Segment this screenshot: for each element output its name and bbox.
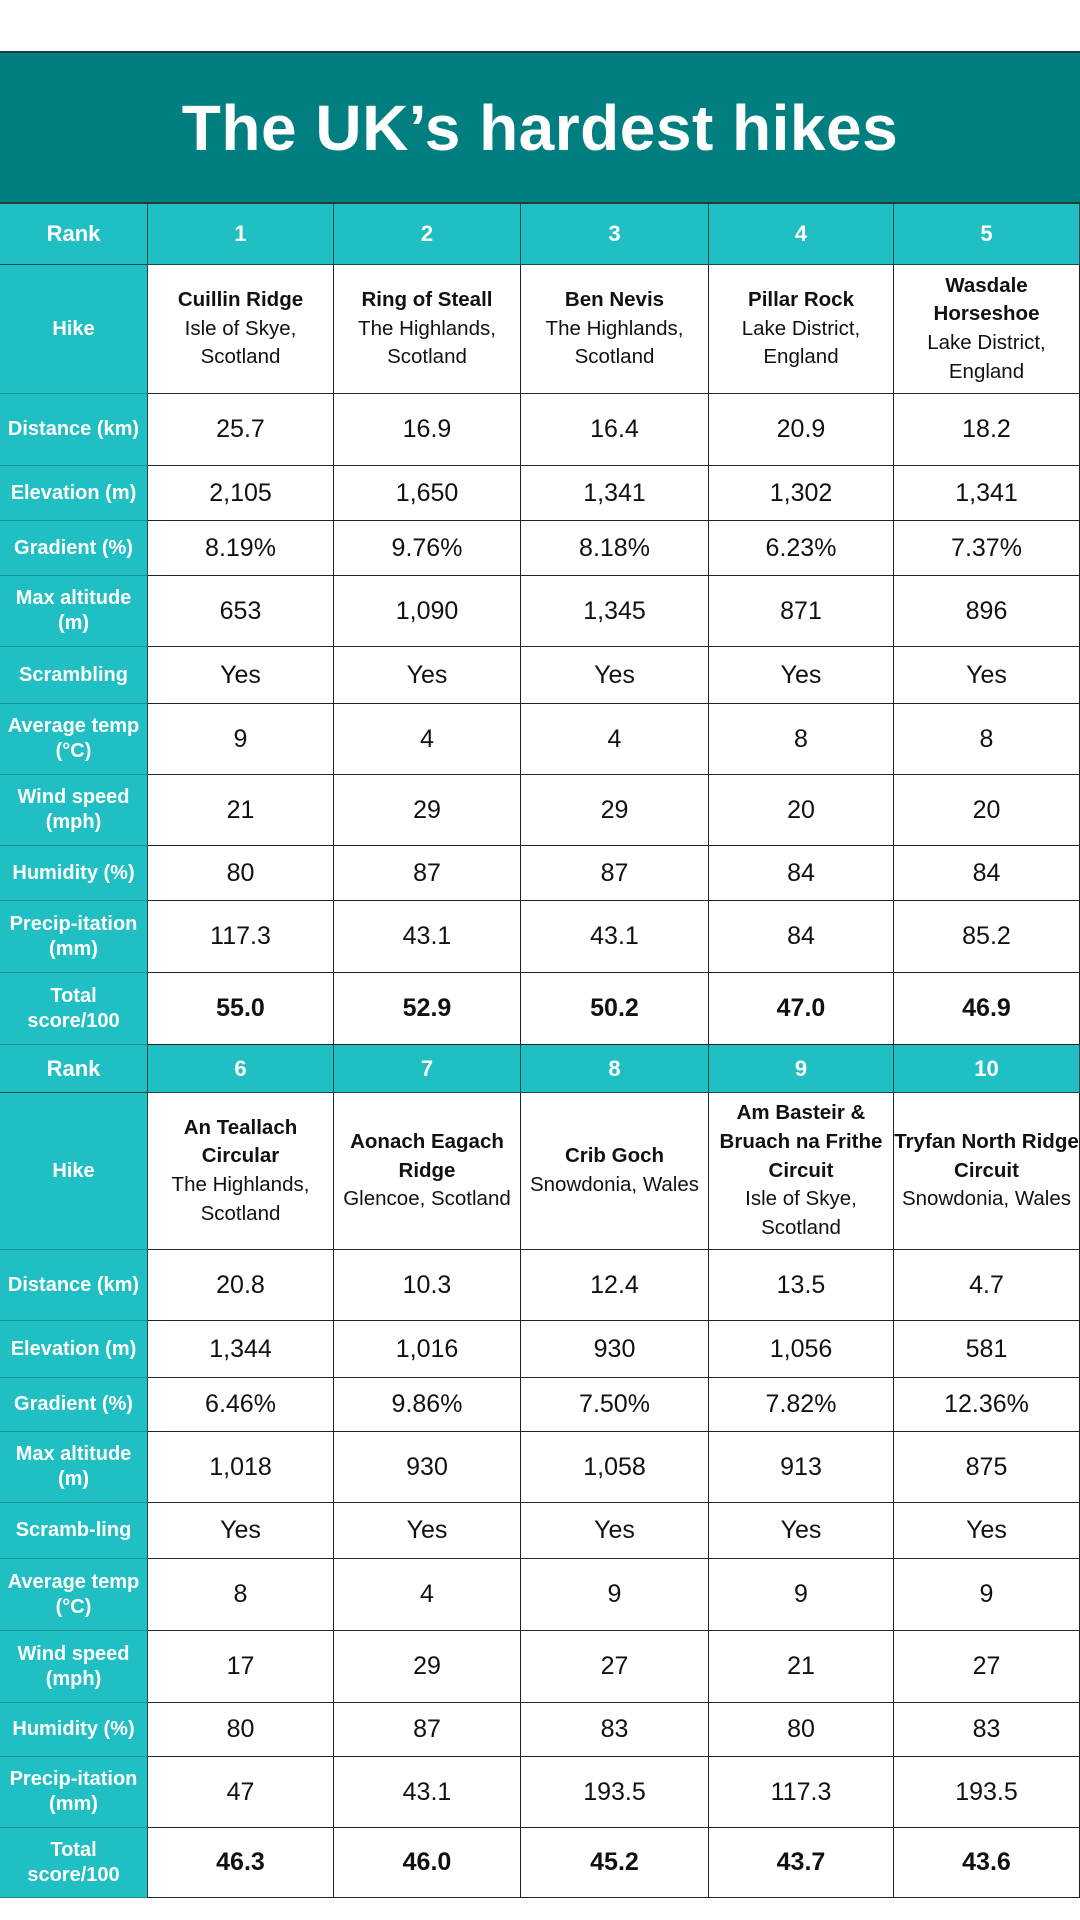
value-cell: 9 bbox=[148, 704, 334, 775]
value-cell: 930 bbox=[521, 1321, 709, 1378]
hike-cell bbox=[334, 1093, 521, 1250]
rank-cell: 2 bbox=[334, 204, 521, 265]
hike-location: Isle of Skye, Scotland bbox=[745, 1187, 857, 1240]
value-cell: 25.7 bbox=[148, 394, 334, 466]
value-cell: Yes bbox=[894, 1503, 1080, 1559]
value-cell: Yes bbox=[148, 1503, 334, 1559]
value-cell: 1,016 bbox=[334, 1321, 521, 1378]
total-score-cell: 47.0 bbox=[709, 973, 894, 1045]
hike-name: Crib Goch bbox=[564, 1144, 665, 1168]
hike-name: Wasdale Horseshoe bbox=[933, 273, 1040, 326]
rank-cell: 10 bbox=[894, 1045, 1080, 1093]
title-banner bbox=[0, 51, 1080, 204]
value-cell: 29 bbox=[334, 775, 521, 846]
hike-location: Lake District, England bbox=[927, 331, 1046, 383]
value-cell: 2,105 bbox=[148, 466, 334, 521]
hike-name: Tryfan North Ridge Circuit bbox=[894, 1129, 1079, 1182]
value-cell: 193.5 bbox=[521, 1757, 709, 1828]
row-label: Elevation (m) bbox=[0, 466, 148, 521]
value-cell: 17 bbox=[148, 1631, 334, 1703]
hike-name: Aonach Eagach Ridge bbox=[350, 1129, 504, 1182]
value-cell: 16.9 bbox=[334, 394, 521, 466]
hike-cell bbox=[521, 265, 709, 394]
row-label: Average temp (°C) bbox=[0, 1559, 148, 1631]
row-label: Humidity (%) bbox=[0, 1703, 148, 1757]
value-cell: 8.18% bbox=[521, 521, 709, 576]
value-cell: 871 bbox=[709, 576, 894, 647]
value-cell: Yes bbox=[334, 1503, 521, 1559]
value-cell: Yes bbox=[709, 1503, 894, 1559]
row-label: Humidity (%) bbox=[0, 846, 148, 901]
total-score-cell: 43.7 bbox=[709, 1828, 894, 1898]
value-cell: 4 bbox=[334, 704, 521, 775]
value-cell: Yes bbox=[521, 647, 709, 704]
value-cell: 653 bbox=[148, 576, 334, 647]
value-cell: 84 bbox=[709, 901, 894, 973]
value-cell: 875 bbox=[894, 1432, 1080, 1503]
page-title: The UK’s hardest hikes bbox=[181, 91, 899, 164]
value-cell: 21 bbox=[148, 775, 334, 846]
value-cell: 1,650 bbox=[334, 466, 521, 521]
value-cell: Yes bbox=[148, 647, 334, 704]
value-cell: 1,341 bbox=[521, 466, 709, 521]
value-cell: 9 bbox=[894, 1559, 1080, 1631]
rank-header-label: Rank bbox=[0, 1045, 148, 1093]
value-cell: 83 bbox=[521, 1703, 709, 1757]
value-cell: 87 bbox=[334, 1703, 521, 1757]
value-cell: 47 bbox=[148, 1757, 334, 1828]
total-score-cell: 52.9 bbox=[334, 973, 521, 1045]
value-cell: 87 bbox=[521, 846, 709, 901]
hike-cell bbox=[709, 265, 894, 394]
value-cell: 1,341 bbox=[894, 466, 1080, 521]
row-label: Total score/100 bbox=[0, 973, 148, 1045]
value-cell: 20.8 bbox=[148, 1250, 334, 1321]
row-label: Distance (km) bbox=[0, 1250, 148, 1321]
value-cell: 84 bbox=[709, 846, 894, 901]
hike-name: An Teallach Circular bbox=[183, 1115, 298, 1168]
value-cell: 13.5 bbox=[709, 1250, 894, 1321]
value-cell: Yes bbox=[334, 647, 521, 704]
value-cell: 896 bbox=[894, 576, 1080, 647]
value-cell: 1,302 bbox=[709, 466, 894, 521]
total-score-cell: 43.6 bbox=[894, 1828, 1080, 1898]
rank-cell: 7 bbox=[334, 1045, 521, 1093]
rank-cell: 1 bbox=[148, 204, 334, 265]
value-cell: 9 bbox=[521, 1559, 709, 1631]
value-cell: 930 bbox=[334, 1432, 521, 1503]
hike-cell bbox=[709, 1093, 894, 1250]
value-cell: 117.3 bbox=[709, 1757, 894, 1828]
value-cell: 12.36% bbox=[894, 1378, 1080, 1432]
hike-header-label: Hike bbox=[0, 1093, 148, 1250]
row-label: Gradient (%) bbox=[0, 1378, 148, 1432]
value-cell: 7.37% bbox=[894, 521, 1080, 576]
rank-cell: 3 bbox=[521, 204, 709, 265]
value-cell: 1,056 bbox=[709, 1321, 894, 1378]
value-cell: 16.4 bbox=[521, 394, 709, 466]
value-cell: 21 bbox=[709, 1631, 894, 1703]
value-cell: 18.2 bbox=[894, 394, 1080, 466]
value-cell: 20 bbox=[894, 775, 1080, 846]
value-cell: 8 bbox=[709, 704, 894, 775]
hike-name: Ben Nevis bbox=[564, 287, 665, 311]
hike-location: The Highlands, Scotland bbox=[358, 316, 496, 369]
hike-name: Pillar Rock bbox=[748, 287, 854, 311]
value-cell: 8 bbox=[148, 1559, 334, 1631]
value-cell: 1,018 bbox=[148, 1432, 334, 1503]
rank-cell: 8 bbox=[521, 1045, 709, 1093]
value-cell: Yes bbox=[894, 647, 1080, 704]
value-cell: 87 bbox=[334, 846, 521, 901]
hike-cell bbox=[894, 265, 1080, 394]
value-cell: 29 bbox=[334, 1631, 521, 1703]
hike-cell bbox=[894, 1093, 1080, 1250]
value-cell: 20 bbox=[709, 775, 894, 846]
row-label: Scrambling bbox=[0, 647, 148, 704]
value-cell: 80 bbox=[148, 846, 334, 901]
row-label: Average temp (°C) bbox=[0, 704, 148, 775]
hike-cell bbox=[521, 1093, 709, 1250]
hike-location: The Highlands, Scotland bbox=[171, 1173, 310, 1225]
value-cell: 1,344 bbox=[148, 1321, 334, 1378]
value-cell: 27 bbox=[521, 1631, 709, 1703]
row-label: Distance (km) bbox=[0, 394, 148, 466]
total-score-cell: 50.2 bbox=[521, 973, 709, 1045]
value-cell: 6.23% bbox=[709, 521, 894, 576]
value-cell: 80 bbox=[148, 1703, 334, 1757]
total-score-cell: 55.0 bbox=[148, 973, 334, 1045]
value-cell: 29 bbox=[521, 775, 709, 846]
rank-cell: 6 bbox=[148, 1045, 334, 1093]
hike-cell bbox=[148, 1093, 334, 1250]
value-cell: 4 bbox=[334, 1559, 521, 1631]
row-label: Gradient (%) bbox=[0, 521, 148, 576]
value-cell: 7.50% bbox=[521, 1378, 709, 1432]
value-cell: Yes bbox=[709, 647, 894, 704]
rank-cell: 9 bbox=[709, 1045, 894, 1093]
value-cell: 6.46% bbox=[148, 1378, 334, 1432]
hike-location: Isle of Skye, Scotland bbox=[184, 316, 297, 369]
value-cell: 1,345 bbox=[521, 576, 709, 647]
value-cell: 9 bbox=[709, 1559, 894, 1631]
row-label: Scramb-ling bbox=[0, 1503, 148, 1559]
row-label: Elevation (m) bbox=[0, 1321, 148, 1378]
value-cell: 8 bbox=[894, 704, 1080, 775]
value-cell: 43.1 bbox=[521, 901, 709, 973]
value-cell: 84 bbox=[894, 846, 1080, 901]
value-cell: 193.5 bbox=[894, 1757, 1080, 1828]
value-cell: 43.1 bbox=[334, 901, 521, 973]
value-cell: 117.3 bbox=[148, 901, 334, 973]
row-label: Precip-itation (mm) bbox=[0, 901, 148, 973]
total-score-cell: 46.0 bbox=[334, 1828, 521, 1898]
hike-name: Am Basteir & Bruach na Frithe Circuit bbox=[719, 1101, 883, 1182]
hike-header-label: Hike bbox=[0, 265, 148, 394]
value-cell: Yes bbox=[521, 1503, 709, 1559]
row-label: Max altitude (m) bbox=[0, 1432, 148, 1503]
hike-name: Ring of Steall bbox=[361, 287, 493, 311]
rank-cell: 5 bbox=[894, 204, 1080, 265]
hike-location: Snowdonia, Wales bbox=[901, 1187, 1072, 1211]
hike-location: Snowdonia, Wales bbox=[529, 1173, 700, 1196]
hike-cell bbox=[334, 265, 521, 394]
value-cell: 8.19% bbox=[148, 521, 334, 576]
value-cell: 80 bbox=[709, 1703, 894, 1757]
row-label: Total score/100 bbox=[0, 1828, 148, 1898]
value-cell: 85.2 bbox=[894, 901, 1080, 973]
value-cell: 581 bbox=[894, 1321, 1080, 1378]
value-cell: 20.9 bbox=[709, 394, 894, 466]
value-cell: 12.4 bbox=[521, 1250, 709, 1321]
row-label: Max altitude (m) bbox=[0, 576, 148, 647]
row-label: Wind speed (mph) bbox=[0, 1631, 148, 1703]
hike-name: Cuillin Ridge bbox=[177, 287, 304, 311]
value-cell: 1,090 bbox=[334, 576, 521, 647]
hike-location: Lake District, England bbox=[741, 316, 861, 369]
row-label: Precip-itation (mm) bbox=[0, 1757, 148, 1828]
value-cell: 7.82% bbox=[709, 1378, 894, 1432]
rank-cell: 4 bbox=[709, 204, 894, 265]
value-cell: 913 bbox=[709, 1432, 894, 1503]
row-label: Wind speed (mph) bbox=[0, 775, 148, 846]
value-cell: 43.1 bbox=[334, 1757, 521, 1828]
value-cell: 10.3 bbox=[334, 1250, 521, 1321]
hike-location: Glencoe, Scotland bbox=[343, 1187, 511, 1211]
value-cell: 9.76% bbox=[334, 521, 521, 576]
value-cell: 1,058 bbox=[521, 1432, 709, 1503]
value-cell: 4.7 bbox=[894, 1250, 1080, 1321]
hike-cell bbox=[148, 265, 334, 394]
value-cell: 9.86% bbox=[334, 1378, 521, 1432]
total-score-cell: 46.3 bbox=[148, 1828, 334, 1898]
hike-location: The Highlands, Scotland bbox=[545, 316, 684, 369]
value-cell: 27 bbox=[894, 1631, 1080, 1703]
rank-header-label: Rank bbox=[0, 204, 148, 265]
total-score-cell: 46.9 bbox=[894, 973, 1080, 1045]
value-cell: 83 bbox=[894, 1703, 1080, 1757]
value-cell: 4 bbox=[521, 704, 709, 775]
total-score-cell: 45.2 bbox=[521, 1828, 709, 1898]
